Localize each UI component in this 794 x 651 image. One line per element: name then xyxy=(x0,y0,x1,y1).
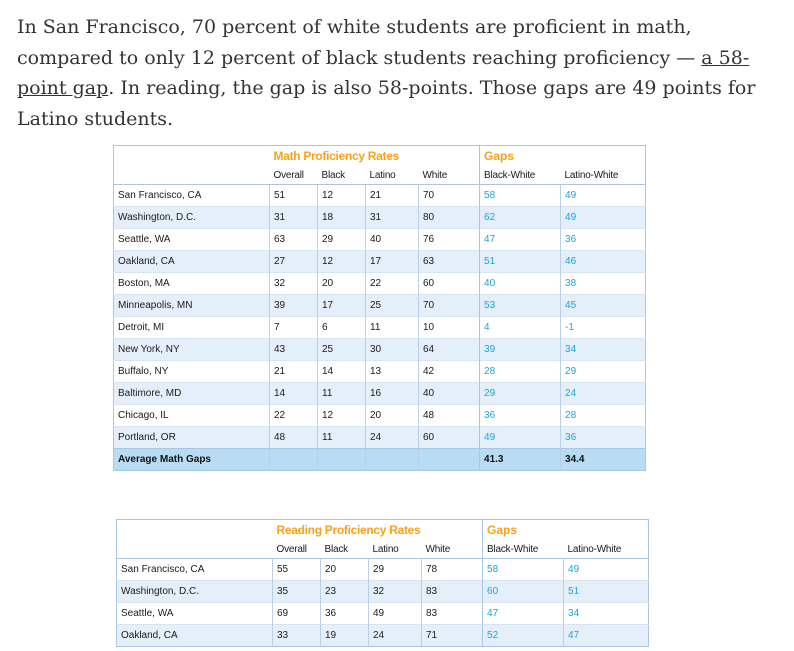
average-gap-cell: 41.3 xyxy=(480,449,561,471)
intro-paragraph xyxy=(17,12,757,134)
column-header: Latino xyxy=(366,166,419,185)
value-cell: 70 xyxy=(419,185,480,207)
value-cell: 69 xyxy=(273,603,321,625)
value-cell: 14 xyxy=(270,383,318,405)
value-cell: 29 xyxy=(318,229,366,251)
value-cell: 20 xyxy=(321,559,369,581)
gap-cell: 46 xyxy=(561,251,646,273)
gap-cell: 45 xyxy=(561,295,646,317)
blank-cell xyxy=(270,449,318,471)
value-cell: 27 xyxy=(270,251,318,273)
value-cell: 39 xyxy=(270,295,318,317)
gap-cell: 49 xyxy=(561,207,646,229)
value-cell: 20 xyxy=(318,273,366,295)
value-cell: 13 xyxy=(366,361,419,383)
value-cell: 18 xyxy=(318,207,366,229)
value-cell: 11 xyxy=(318,427,366,449)
section-title: Reading Proficiency Rates xyxy=(276,523,421,537)
city-cell: Seattle, WA xyxy=(114,229,270,251)
value-cell: 80 xyxy=(419,207,480,229)
blank-cell xyxy=(318,449,366,471)
gaps-title: Gaps xyxy=(480,146,646,167)
city-cell: Oakland, CA xyxy=(114,251,270,273)
value-cell: 70 xyxy=(419,295,480,317)
table-row xyxy=(117,581,649,603)
city-cell: New York, NY xyxy=(114,339,270,361)
average-row xyxy=(114,449,646,471)
value-cell: 6 xyxy=(318,317,366,339)
table-row xyxy=(114,361,646,383)
gap-cell: 53 xyxy=(480,295,561,317)
value-cell: 48 xyxy=(419,405,480,427)
value-cell: 48 xyxy=(270,427,318,449)
column-header: Latino-White xyxy=(561,166,646,185)
blank-cell xyxy=(114,166,270,185)
value-cell: 29 xyxy=(369,559,422,581)
value-cell: 11 xyxy=(318,383,366,405)
gap-cell: -1 xyxy=(561,317,646,339)
column-header: Overall xyxy=(273,540,321,559)
blank-cell xyxy=(117,520,273,541)
table-row xyxy=(114,405,646,427)
value-cell: 21 xyxy=(366,185,419,207)
value-cell: 43 xyxy=(270,339,318,361)
value-cell: 25 xyxy=(318,339,366,361)
table-row xyxy=(114,229,646,251)
column-header: White xyxy=(419,166,480,185)
value-cell: 35 xyxy=(273,581,321,603)
value-cell: 63 xyxy=(419,251,480,273)
table-row xyxy=(117,603,649,625)
city-cell: Chicago, IL xyxy=(114,405,270,427)
city-cell: Boston, MA xyxy=(114,273,270,295)
value-cell: 42 xyxy=(419,361,480,383)
gap-cell: 60 xyxy=(483,581,564,603)
value-cell: 17 xyxy=(318,295,366,317)
value-cell: 14 xyxy=(318,361,366,383)
value-cell: 30 xyxy=(366,339,419,361)
value-cell: 71 xyxy=(422,625,483,647)
gap-cell: 49 xyxy=(480,427,561,449)
math-proficiency-table xyxy=(113,145,646,471)
table-row xyxy=(114,207,646,229)
value-cell: 83 xyxy=(422,581,483,603)
gap-cell: 38 xyxy=(561,273,646,295)
blank-cell xyxy=(366,449,419,471)
value-cell: 60 xyxy=(419,273,480,295)
column-header-row xyxy=(114,166,646,185)
value-cell: 19 xyxy=(321,625,369,647)
average-gap-cell: 34.4 xyxy=(561,449,646,471)
value-cell: 31 xyxy=(270,207,318,229)
table-title-row xyxy=(117,520,649,541)
column-header: Overall xyxy=(270,166,318,185)
gap-cell: 34 xyxy=(564,603,649,625)
value-cell: 20 xyxy=(366,405,419,427)
gap-cell: 39 xyxy=(480,339,561,361)
value-cell: 10 xyxy=(419,317,480,339)
value-cell: 31 xyxy=(366,207,419,229)
value-cell: 12 xyxy=(318,405,366,427)
table-row xyxy=(114,185,646,207)
value-cell: 24 xyxy=(369,625,422,647)
table-row xyxy=(117,559,649,581)
value-cell: 25 xyxy=(366,295,419,317)
value-cell: 12 xyxy=(318,185,366,207)
city-cell: Buffalo, NY xyxy=(114,361,270,383)
gap-cell: 36 xyxy=(561,229,646,251)
value-cell: 24 xyxy=(366,427,419,449)
value-cell: 17 xyxy=(366,251,419,273)
gap-cell: 49 xyxy=(564,559,649,581)
gap-cell: 47 xyxy=(564,625,649,647)
value-cell: 63 xyxy=(270,229,318,251)
value-cell: 22 xyxy=(366,273,419,295)
value-cell: 55 xyxy=(273,559,321,581)
column-header: Black xyxy=(318,166,366,185)
section-title: Math Proficiency Rates xyxy=(273,149,399,163)
city-cell: Seattle, WA xyxy=(117,603,273,625)
gap-link[interactable]: a 58-point gap xyxy=(17,46,750,99)
intro-text-after: . In reading, the gap is also 58-points. Those gaps are 49 points for Latino students. xyxy=(17,77,756,130)
gap-cell: 36 xyxy=(561,427,646,449)
column-header: Black-White xyxy=(483,540,564,559)
value-cell: 12 xyxy=(318,251,366,273)
gap-cell: 29 xyxy=(561,361,646,383)
blank-cell xyxy=(419,449,480,471)
table-row xyxy=(114,251,646,273)
value-cell: 40 xyxy=(366,229,419,251)
city-cell: Washington, D.C. xyxy=(114,207,270,229)
value-cell: 76 xyxy=(419,229,480,251)
gap-cell: 62 xyxy=(480,207,561,229)
column-header: Black xyxy=(321,540,369,559)
value-cell: 83 xyxy=(422,603,483,625)
gap-cell: 47 xyxy=(483,603,564,625)
city-cell: San Francisco, CA xyxy=(114,185,270,207)
gap-cell: 52 xyxy=(483,625,564,647)
gap-cell: 47 xyxy=(480,229,561,251)
table-row xyxy=(114,273,646,295)
table-row xyxy=(114,317,646,339)
city-cell: Minneapolis, MN xyxy=(114,295,270,317)
value-cell: 7 xyxy=(270,317,318,339)
gap-cell: 58 xyxy=(483,559,564,581)
gap-cell: 29 xyxy=(480,383,561,405)
value-cell: 49 xyxy=(369,603,422,625)
value-cell: 78 xyxy=(422,559,483,581)
value-cell: 40 xyxy=(419,383,480,405)
column-header: White xyxy=(422,540,483,559)
city-cell: Baltimore, MD xyxy=(114,383,270,405)
gap-cell: 24 xyxy=(561,383,646,405)
gap-cell: 49 xyxy=(561,185,646,207)
value-cell: 36 xyxy=(321,603,369,625)
reading-proficiency-table xyxy=(116,519,649,647)
gap-cell: 51 xyxy=(480,251,561,273)
gap-cell: 36 xyxy=(480,405,561,427)
value-cell: 16 xyxy=(366,383,419,405)
blank-cell xyxy=(114,146,270,167)
table-row xyxy=(114,383,646,405)
value-cell: 11 xyxy=(366,317,419,339)
table-row xyxy=(114,339,646,361)
column-header: Black-White xyxy=(480,166,561,185)
gap-cell: 28 xyxy=(480,361,561,383)
city-cell: San Francisco, CA xyxy=(117,559,273,581)
gap-cell: 40 xyxy=(480,273,561,295)
value-cell: 51 xyxy=(270,185,318,207)
city-cell: Portland, OR xyxy=(114,427,270,449)
average-label: Average Math Gaps xyxy=(114,449,270,471)
gaps-title: Gaps xyxy=(483,520,649,541)
city-cell: Detroit, MI xyxy=(114,317,270,339)
gap-cell: 4 xyxy=(480,317,561,339)
value-cell: 60 xyxy=(419,427,480,449)
value-cell: 32 xyxy=(270,273,318,295)
value-cell: 64 xyxy=(419,339,480,361)
table-row xyxy=(114,427,646,449)
value-cell: 23 xyxy=(321,581,369,603)
table-title-row xyxy=(114,146,646,167)
intro-text-before: In San Francisco, 70 percent of white students are proficient in math, compared to only 12 percent of black students reaching proficiency — xyxy=(17,16,702,69)
gap-cell: 28 xyxy=(561,405,646,427)
blank-cell xyxy=(117,540,273,559)
city-cell: Washington, D.C. xyxy=(117,581,273,603)
column-header-row xyxy=(117,540,649,559)
value-cell: 21 xyxy=(270,361,318,383)
gap-cell: 58 xyxy=(480,185,561,207)
table-row xyxy=(117,625,649,647)
value-cell: 22 xyxy=(270,405,318,427)
gap-cell: 34 xyxy=(561,339,646,361)
gap-cell: 51 xyxy=(564,581,649,603)
city-cell: Oakland, CA xyxy=(117,625,273,647)
value-cell: 32 xyxy=(369,581,422,603)
column-header: Latino xyxy=(369,540,422,559)
value-cell: 33 xyxy=(273,625,321,647)
table-row xyxy=(114,295,646,317)
column-header: Latino-White xyxy=(564,540,649,559)
